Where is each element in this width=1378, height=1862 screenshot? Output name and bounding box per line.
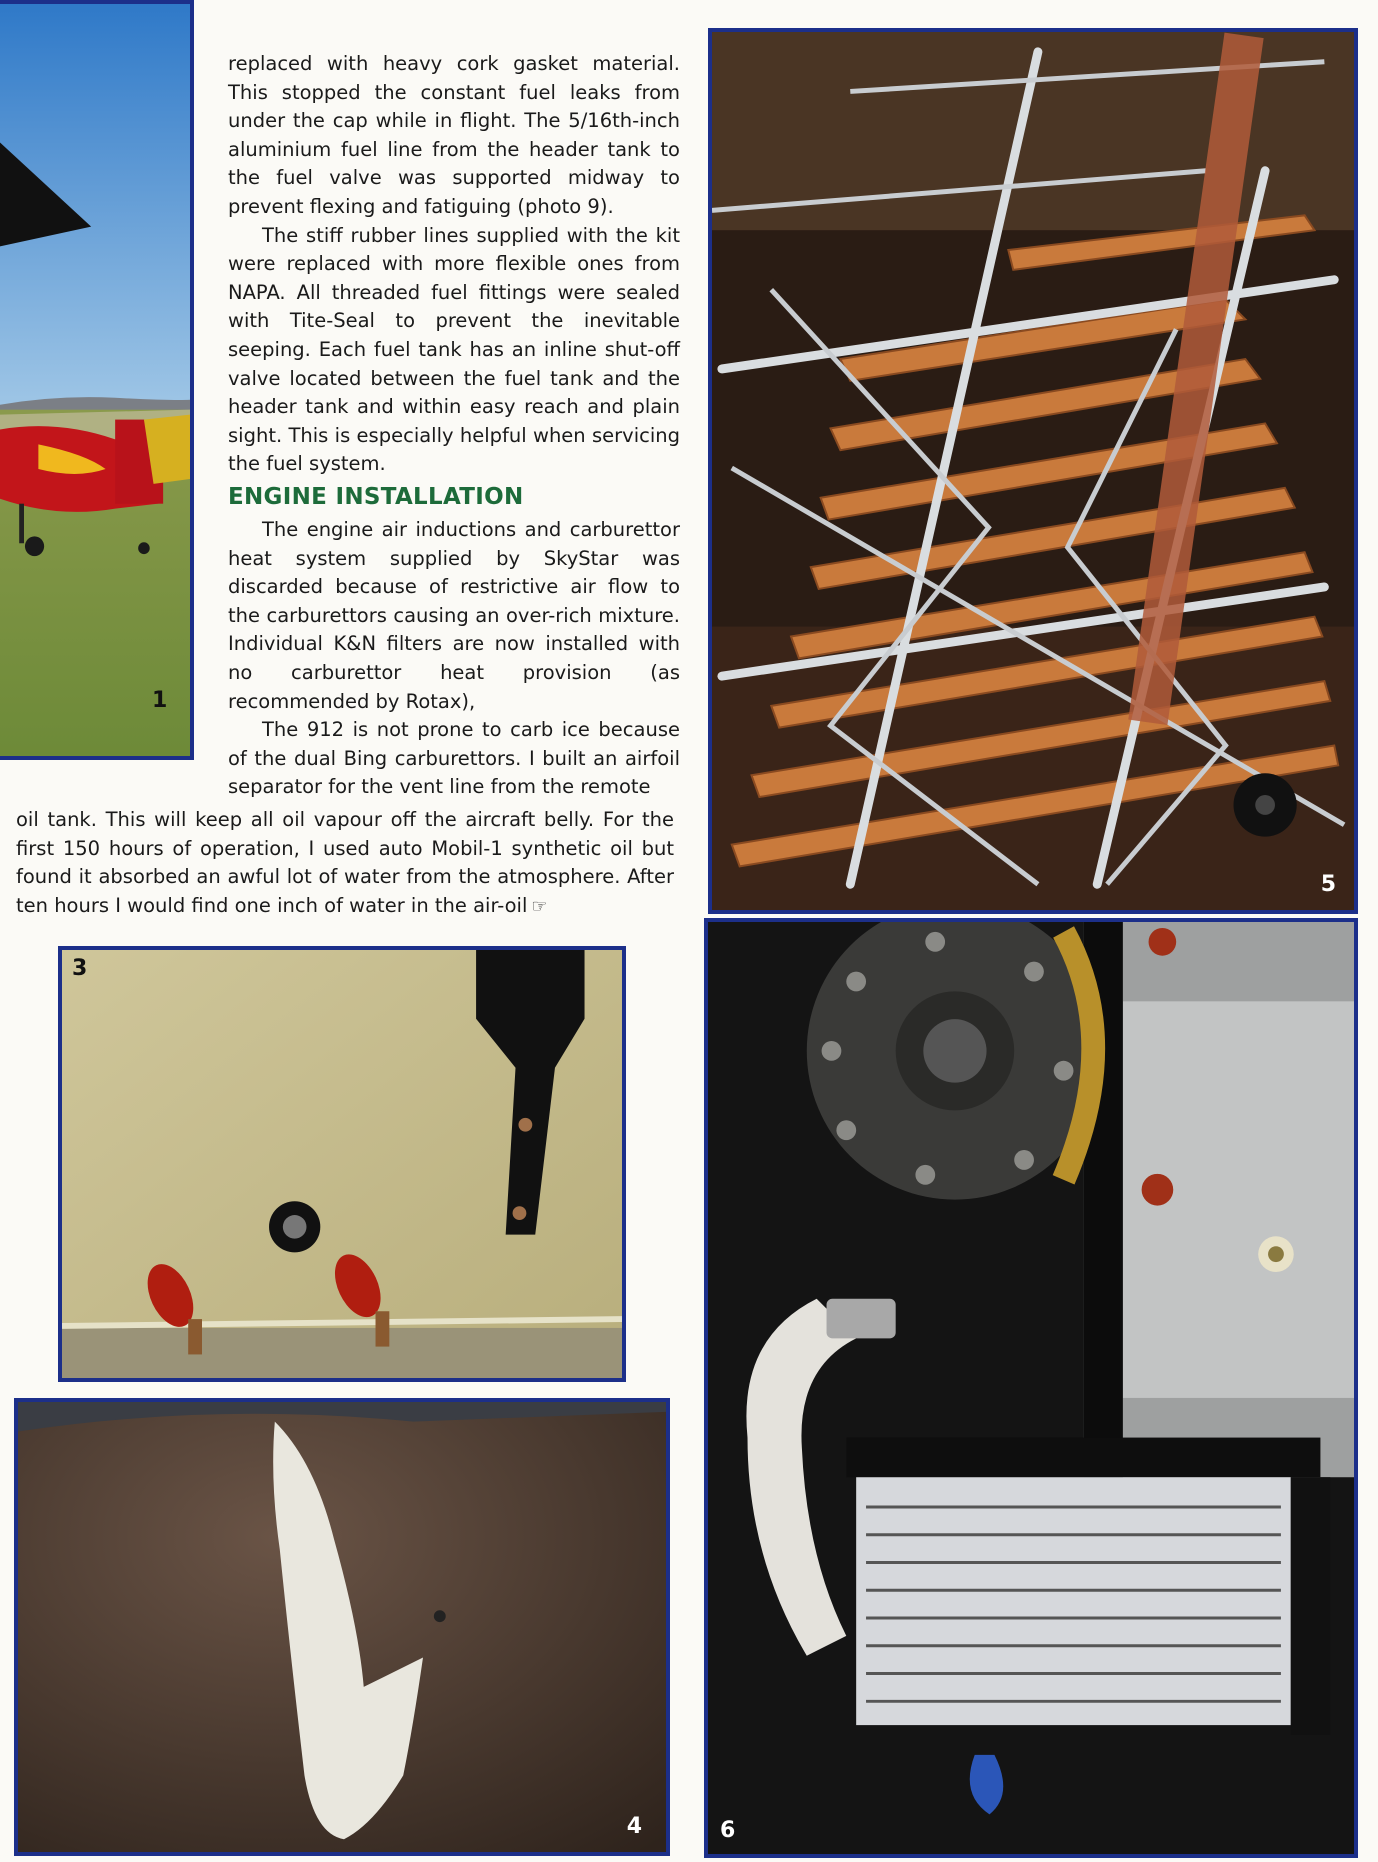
photo-4-number: 4: [626, 1814, 642, 1839]
paragraph-air-inductions: The engine air inductions and carburettor heat system supplied by SkyStar was discarded because of restrictive air flow to the carburettors causing an over-rich mixture. Individual K&N filters are now installed with no carburettor heat provision (as recommended by Rotax),: [228, 518, 680, 713]
paragraph-fuel-cap: replaced with heavy cork gasket material. This stopped the constant fuel leaks from under the cap while in flight. The 5/16th-inch aluminium fuel line from the header tank to the fuel valve was supported midway to prevent flexing and fatiguing (photo 9).: [228, 52, 680, 218]
photo-6-engine-oil-cooler: [704, 918, 1358, 1858]
continue-pointer-icon: ☞: [531, 895, 548, 917]
article-column-top: [228, 50, 680, 479]
paragraph-oil-tank-text: oil tank. This will keep all oil vapour off the aircraft belly. For the first 150 hours of operation, I used auto Mobil-1 synthetic oil but found it absorbed an awful lot of water from the atmosphere. After ten hours I would find one inch of water in the air-oil: [16, 808, 674, 917]
photo-5-number: 5: [1320, 872, 1336, 897]
article-column-bottom: [16, 806, 674, 921]
paragraph-oil-tank: [16, 806, 674, 921]
photo-5-wing-framework: [708, 28, 1358, 914]
photo-3-number: 3: [72, 956, 88, 981]
photo-3-fuel-drains: [58, 946, 626, 1382]
photo-1-number: 1: [152, 688, 168, 713]
photo-1-aircraft: [0, 0, 194, 760]
photo-4-airfoil-separator: [14, 1398, 670, 1856]
paragraph-carb-ice: The 912 is not prone to carb ice because of the dual Bing carburettors. I built an airfoil separator for the vent line from the remote: [228, 718, 680, 799]
section-heading-engine-installation: ENGINE INSTALLATION: [228, 484, 524, 510]
photo-6-number: 6: [720, 1818, 736, 1843]
article-column-middle: [228, 516, 680, 802]
paragraph-rubber-lines: The stiff rubber lines supplied with the kit were replaced with more flexible ones from NAPA. All threaded fuel fittings were sealed with Tite-Seal to prevent the inevitable seeping. Each fuel tank has an inline shut-off valve located between the fuel tank and the header tank and within easy reach and plain sight. This is especially helpful when servicing the fuel system.: [228, 223, 680, 476]
